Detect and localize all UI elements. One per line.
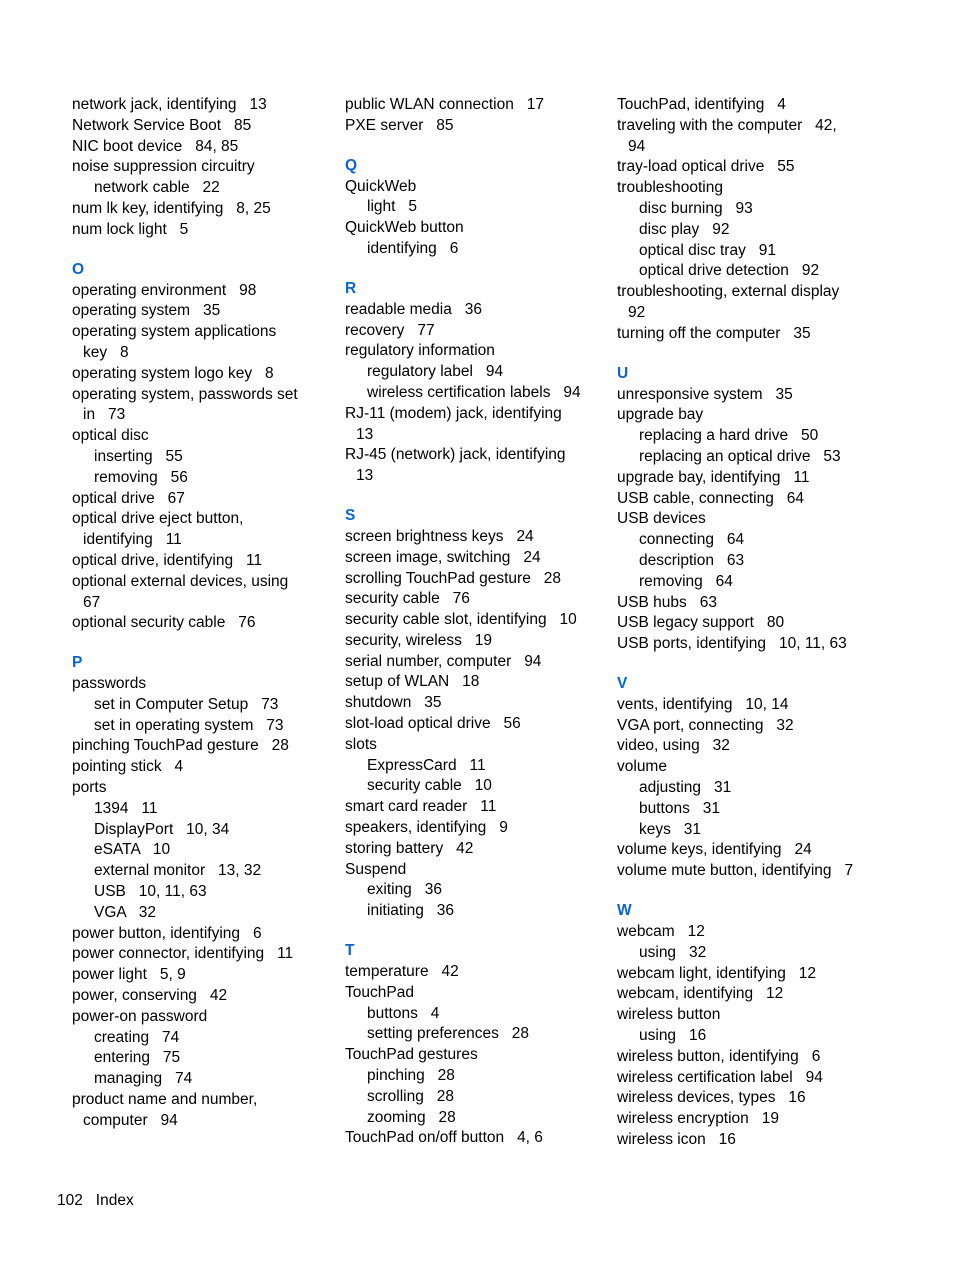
index-entry: operating system 35 xyxy=(72,302,221,320)
index-entry: scrolling TouchPad gesture 28 xyxy=(345,569,561,587)
index-letter-heading: P xyxy=(72,654,83,672)
index-entry-continuation: 67 xyxy=(83,593,101,611)
index-entry: serial number, computer 94 xyxy=(345,652,542,670)
index-entry: wireless button xyxy=(617,1006,721,1024)
index-entry: temperature 42 xyxy=(345,963,459,981)
index-subentry: initiating 36 xyxy=(367,902,455,920)
index-entry: tray-load optical drive 55 xyxy=(617,158,795,176)
index-subentry: ExpressCard 11 xyxy=(367,756,486,774)
index-entry: screen image, switching 24 xyxy=(345,548,541,566)
index-entry: TouchPad on/off button 4, 6 xyxy=(345,1129,543,1147)
index-entry: security, wireless 19 xyxy=(345,631,493,649)
index-subentry: scrolling 28 xyxy=(367,1087,455,1105)
index-entry: pointing stick 4 xyxy=(72,758,184,776)
index-entry: upgrade bay xyxy=(617,406,704,424)
index-letter-heading: R xyxy=(345,279,357,297)
index-entry: power, conserving 42 xyxy=(72,987,228,1005)
index-subentry: zooming 28 xyxy=(367,1108,456,1126)
index-entry: shutdown 35 xyxy=(345,694,442,712)
index-entry-continuation: 13 xyxy=(356,425,374,443)
index-entry: webcam light, identifying 12 xyxy=(617,964,817,982)
index-subentry: description 63 xyxy=(639,551,745,569)
index-entry: operating environment 98 xyxy=(72,281,257,299)
index-letter-heading: Q xyxy=(345,156,358,174)
index-subentry: set in operating system 73 xyxy=(94,716,284,734)
index-subentry: buttons 4 xyxy=(367,1004,440,1022)
index-entry: ports xyxy=(72,779,107,797)
index-subentry: optical disc tray 91 xyxy=(639,241,776,259)
index-entry: wireless certification label 94 xyxy=(617,1068,823,1086)
index-entry: optional external devices, using xyxy=(72,572,289,590)
index-entry: volume xyxy=(617,758,667,776)
page-footer xyxy=(57,1191,134,1211)
index-entry: public WLAN connection 17 xyxy=(345,96,545,113)
index-subentry: adjusting 31 xyxy=(639,779,732,797)
index-entry: USB hubs 63 xyxy=(617,593,717,611)
index-entry: optical drive 67 xyxy=(72,489,185,507)
index-subentry: USB 10, 11, 63 xyxy=(94,883,207,901)
index-entry: wireless button, identifying 6 xyxy=(617,1047,821,1065)
index-subentry: DisplayPort 10, 34 xyxy=(94,820,230,838)
index-entry: RJ-11 (modem) jack, identifying xyxy=(345,404,562,422)
index-entry: security cable slot, identifying 10 xyxy=(345,611,577,629)
index-entry: noise suppression circuitry xyxy=(72,158,255,176)
index-subentry: creating 74 xyxy=(94,1028,180,1046)
index-entry: readable media 36 xyxy=(345,300,483,318)
index-entry: Network Service Boot 85 xyxy=(72,116,252,134)
index-entry: network jack, identifying 13 xyxy=(72,96,267,113)
index-entry: security cable 76 xyxy=(345,590,470,608)
index-entry: upgrade bay, identifying 11 xyxy=(617,468,810,486)
index-subentry: regulatory label 94 xyxy=(367,363,504,381)
index-entry: VGA port, connecting 32 xyxy=(617,716,794,734)
index-entry: slots xyxy=(345,735,377,753)
index-entry: wireless devices, types 16 xyxy=(617,1089,806,1107)
index-entry: pinching TouchPad gesture 28 xyxy=(72,737,289,755)
index-subentry: VGA 32 xyxy=(94,903,157,921)
index-subentry: pinching 28 xyxy=(367,1067,455,1085)
index-subentry: using 16 xyxy=(639,1027,707,1045)
index-entry-continuation: computer 94 xyxy=(83,1111,178,1129)
index-entry: slot-load optical drive 56 xyxy=(345,715,521,733)
index-subentry: set in Computer Setup 73 xyxy=(94,695,279,713)
index-entry: regulatory information xyxy=(345,342,495,360)
index-subentry: 1394 11 xyxy=(94,799,158,817)
index-subentry: disc burning 93 xyxy=(639,199,753,217)
index-entry: operating system, passwords set xyxy=(72,385,298,403)
index-column-1 xyxy=(72,95,342,1132)
index-entry: turning off the computer 35 xyxy=(617,324,811,342)
index-subentry: replacing an optical drive 53 xyxy=(639,447,841,465)
index-entry: Suspend xyxy=(345,860,407,878)
index-entry: unresponsive system 35 xyxy=(617,385,793,403)
index-entry: USB ports, identifying 10, 11, 63 xyxy=(617,635,847,653)
index-column-2 xyxy=(345,95,615,1149)
index-subentry: using 32 xyxy=(639,943,707,961)
index-entry: power light 5, 9 xyxy=(72,966,186,984)
index-entry: wireless icon 16 xyxy=(617,1131,736,1149)
index-subentry: managing 74 xyxy=(94,1070,193,1088)
index-entry: recovery 77 xyxy=(345,321,435,339)
index-entry: troubleshooting xyxy=(617,179,723,197)
index-entry-continuation: in 73 xyxy=(83,406,126,424)
index-entry: TouchPad, identifying 4 xyxy=(617,96,786,113)
index-entry: vents, identifying 10, 14 xyxy=(617,695,789,713)
index-entry-continuation: key 8 xyxy=(83,343,129,361)
index-subentry: eSATA 10 xyxy=(94,841,171,859)
index-subentry: keys 31 xyxy=(639,820,702,838)
index-subentry: identifying 6 xyxy=(367,239,459,257)
index-entry: operating system logo key 8 xyxy=(72,364,274,382)
index-entry: QuickWeb button xyxy=(345,219,464,237)
index-subentry: security cable 10 xyxy=(367,777,492,795)
index-subentry: network cable 22 xyxy=(94,179,220,197)
page-number: 102 xyxy=(57,1192,83,1209)
index-entry: volume keys, identifying 24 xyxy=(617,841,812,859)
index-entry: QuickWeb xyxy=(345,177,417,195)
index-entry: wireless encryption 19 xyxy=(617,1110,779,1128)
index-column-3 xyxy=(617,95,887,1151)
index-entry-continuation: 94 xyxy=(628,137,646,155)
index-entry: USB legacy support 80 xyxy=(617,614,785,632)
index-entry: webcam, identifying 12 xyxy=(617,985,784,1003)
index-subentry: replacing a hard drive 50 xyxy=(639,427,819,445)
index-subentry: setting preferences 28 xyxy=(367,1025,529,1043)
index-entry: smart card reader 11 xyxy=(345,798,497,816)
index-subentry: buttons 31 xyxy=(639,799,721,817)
index-entry: speakers, identifying 9 xyxy=(345,819,508,837)
index-entry: storing battery 42 xyxy=(345,839,474,857)
index-subentry: optical drive detection 92 xyxy=(639,262,820,280)
index-letter-heading: W xyxy=(617,902,632,920)
index-subentry: inserting 55 xyxy=(94,447,183,465)
index-entry: TouchPad gestures xyxy=(345,1046,478,1064)
index-entry: optical drive, identifying 11 xyxy=(72,551,263,569)
index-entry: num lk key, identifying 8, 25 xyxy=(72,199,271,217)
index-entry: optical drive eject button, xyxy=(72,510,244,528)
index-entry: traveling with the computer 42, xyxy=(617,116,837,134)
index-entry-continuation: identifying 11 xyxy=(83,531,182,549)
index-entry: power-on password xyxy=(72,1007,208,1025)
index-subentry: exiting 36 xyxy=(367,881,442,899)
index-entry: PXE server 85 xyxy=(345,116,454,134)
index-letter-heading: U xyxy=(617,364,629,382)
index-letter-heading: T xyxy=(345,942,355,960)
index-entry: screen brightness keys 24 xyxy=(345,527,534,545)
index-entry: volume mute button, identifying 7 xyxy=(617,862,854,880)
index-entry: product name and number, xyxy=(72,1091,258,1109)
index-entry: passwords xyxy=(72,675,147,693)
index-subentry: external monitor 13, 32 xyxy=(94,862,262,880)
index-entry: operating system applications xyxy=(72,323,277,341)
index-subentry: removing 64 xyxy=(639,572,733,590)
index-subentry: disc play 92 xyxy=(639,220,730,238)
index-entry: power connector, identifying 11 xyxy=(72,945,294,963)
index-entry-continuation: 92 xyxy=(628,303,646,321)
index-letter-heading: O xyxy=(72,260,85,278)
index-entry: optional security cable 76 xyxy=(72,614,256,632)
index-entry: USB cable, connecting 64 xyxy=(617,489,804,507)
index-entry: troubleshooting, external display xyxy=(617,283,840,301)
index-entry: video, using 32 xyxy=(617,737,730,755)
index-letter-heading: V xyxy=(617,675,628,693)
index-entry: RJ-45 (network) jack, identifying xyxy=(345,446,566,464)
index-subentry: light 5 xyxy=(367,198,417,216)
index-subentry: entering 75 xyxy=(94,1049,181,1067)
index-entry: webcam 12 xyxy=(617,923,705,941)
index-entry: num lock light 5 xyxy=(72,220,189,238)
index-entry: NIC boot device 84, 85 xyxy=(72,137,239,155)
index-letter-heading: S xyxy=(345,507,356,525)
index-entry: power button, identifying 6 xyxy=(72,924,262,942)
index-subentry: connecting 64 xyxy=(639,531,745,549)
footer-section-title: Index xyxy=(95,1192,134,1209)
index-entry: USB devices xyxy=(617,510,706,528)
index-entry: setup of WLAN 18 xyxy=(345,673,480,691)
index-entry: TouchPad xyxy=(345,983,414,1001)
index-subentry: removing 56 xyxy=(94,468,188,486)
index-entry-continuation: 13 xyxy=(356,467,374,485)
index-subentry: wireless certification labels 94 xyxy=(367,383,581,401)
index-entry: optical disc xyxy=(72,427,149,445)
